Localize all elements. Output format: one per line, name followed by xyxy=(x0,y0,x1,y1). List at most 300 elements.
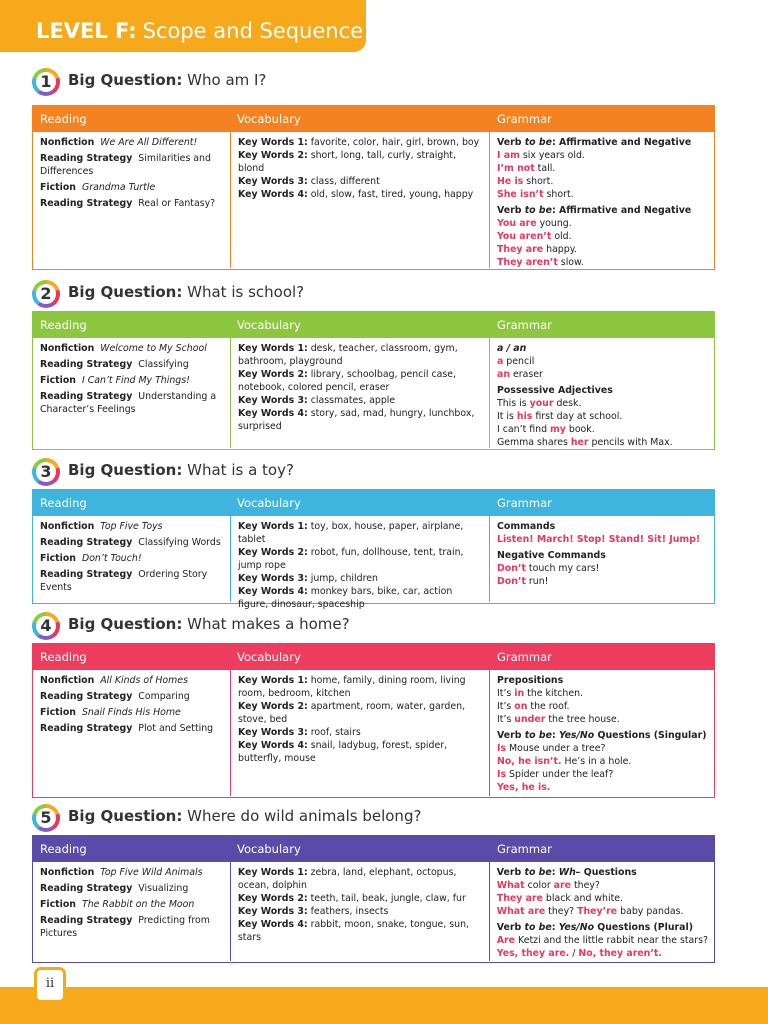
reading-item xyxy=(40,674,224,687)
unit-section xyxy=(32,612,715,793)
grammar-example xyxy=(497,755,708,768)
reading-item xyxy=(40,568,224,594)
grammar-text: old. xyxy=(551,231,572,242)
reading-item-label: Fiction xyxy=(40,899,76,910)
vocab-item xyxy=(238,866,483,892)
grammar-text: black and white. xyxy=(542,893,624,904)
vocab-item-text: feathers, insects xyxy=(310,906,389,917)
scope-table xyxy=(32,835,715,963)
vocab-item xyxy=(238,394,483,407)
reading-column xyxy=(33,862,230,961)
reading-item-text: Comparing xyxy=(138,691,190,702)
reading-item xyxy=(40,358,224,371)
grammar-text: slow. xyxy=(557,257,584,268)
unit-number: 4 xyxy=(36,616,56,636)
reading-item-label: Reading Strategy xyxy=(40,198,133,209)
grammar-text: six years old. xyxy=(519,150,585,161)
grammar-text: on xyxy=(514,701,528,712)
reading-item-text: Snail Finds His Home xyxy=(81,707,181,718)
big-question-label: Big Question: xyxy=(68,71,183,89)
reading-item-text: I Can’t Find My Things! xyxy=(81,375,190,386)
grammar-text: What are xyxy=(496,906,546,917)
vocab-item xyxy=(238,918,483,944)
grammar-header: Grammar xyxy=(497,496,552,510)
grammar-text: Don’t xyxy=(497,576,526,587)
grammar-text: desk. xyxy=(553,398,582,409)
reading-item-label: Reading Strategy xyxy=(40,569,133,580)
vocab-item xyxy=(238,700,483,726)
table-header xyxy=(33,644,714,670)
grammar-example xyxy=(497,175,708,188)
reading-item xyxy=(40,690,224,703)
reading-item xyxy=(40,197,224,210)
reading-item-text: Classifying xyxy=(138,359,189,370)
grammar-header: Grammar xyxy=(497,650,552,664)
grammar-text: first day at school. xyxy=(532,411,623,422)
vocab-item-label: Key Words 4: xyxy=(238,189,308,200)
grammar-text: You are xyxy=(497,218,537,229)
grammar-text: I’m not xyxy=(497,163,535,174)
reading-item-text: Similarities and Differences xyxy=(40,153,211,177)
grammar-text: Yes, he is. xyxy=(497,782,551,793)
big-question-row xyxy=(32,68,715,98)
grammar-example xyxy=(497,768,708,781)
vocab-item-text: roof, stairs xyxy=(310,727,361,738)
grammar-text: Commands xyxy=(497,521,556,532)
reading-column xyxy=(33,132,230,268)
vocab-item xyxy=(238,739,483,765)
grammar-text: to be xyxy=(524,205,552,216)
vocabulary-header: Vocabulary xyxy=(237,842,301,856)
grammar-text: : xyxy=(551,730,559,741)
grammar-header: Grammar xyxy=(497,112,552,126)
table-body xyxy=(33,132,714,268)
vocab-item-label: Key Words 4: xyxy=(238,740,308,751)
vocab-item-text: monkey bars, bike, car, action figure, dinosaur, spaceship xyxy=(238,586,453,610)
vocabulary-header: Vocabulary xyxy=(237,318,301,332)
grammar-text: eraser xyxy=(510,369,543,380)
reading-item-text: Ordering Story Events xyxy=(40,569,208,593)
grammar-text: Verb xyxy=(496,922,525,933)
grammar-text: her xyxy=(570,437,589,448)
unit-number: 2 xyxy=(36,284,56,304)
grammar-example xyxy=(497,188,708,201)
vocab-item-text: rabbit, moon, snake, tongue, sun, stars xyxy=(237,919,469,943)
grammar-example xyxy=(497,162,708,175)
vocab-item-label: Key Words 3: xyxy=(238,727,308,738)
grammar-example xyxy=(497,713,708,726)
vocab-item-label: Key Words 2: xyxy=(237,893,308,904)
big-question-row xyxy=(32,804,715,834)
grammar-header: Grammar xyxy=(497,318,552,332)
reading-column xyxy=(33,670,230,796)
reading-header: Reading xyxy=(40,112,87,126)
grammar-example xyxy=(497,355,708,368)
reading-item-text: The Rabbit on the Moon xyxy=(81,899,195,910)
unit-number-badge xyxy=(32,804,60,832)
table-header xyxy=(33,312,714,338)
grammar-text: to be xyxy=(524,730,552,741)
grammar-text: He’s in a hole. xyxy=(561,756,632,767)
reading-item-label: Reading Strategy xyxy=(40,391,133,402)
grammar-text: : xyxy=(551,922,559,933)
grammar-text: Verb xyxy=(496,867,525,878)
grammar-text: Yes, they are. xyxy=(496,948,570,959)
grammar-text: Ketzi and the little rabbit near the stars? xyxy=(515,935,708,946)
reading-item-label: Reading Strategy xyxy=(40,691,133,702)
reading-item xyxy=(40,136,224,149)
vocab-item-text: favorite, color, hair, girl, brown, boy xyxy=(310,137,480,148)
unit-number: 5 xyxy=(36,808,56,828)
big-question-row xyxy=(32,458,715,488)
vocab-item-text: classmates, apple xyxy=(310,395,396,406)
grammar-text: Negative Commands xyxy=(497,550,606,561)
grammar-heading xyxy=(497,136,708,149)
reading-item-text: Welcome to My School xyxy=(100,343,207,354)
grammar-text: they? xyxy=(545,906,578,917)
grammar-example xyxy=(497,423,708,436)
grammar-text: color xyxy=(524,880,554,891)
big-question xyxy=(68,615,350,633)
grammar-text: Prepositions xyxy=(497,675,564,686)
reading-item-label: Nonfiction xyxy=(40,343,95,354)
table-header xyxy=(33,106,714,132)
unit-number-badge xyxy=(32,280,60,308)
reading-item-label: Reading Strategy xyxy=(40,359,133,370)
vocab-item xyxy=(238,585,483,611)
reading-item xyxy=(40,706,224,719)
grammar-column xyxy=(490,132,714,268)
table-header xyxy=(33,836,714,862)
grammar-text: Mouse under a tree? xyxy=(506,743,606,754)
grammar-example xyxy=(497,149,708,162)
vocabulary-column xyxy=(230,338,490,448)
reading-item-text: Don’t Touch! xyxy=(81,553,142,564)
grammar-heading xyxy=(497,729,708,742)
vocab-item xyxy=(238,674,483,700)
grammar-example xyxy=(497,905,708,918)
reading-item xyxy=(40,536,224,549)
big-question-text: What is a toy? xyxy=(187,461,294,479)
unit-section xyxy=(32,458,715,610)
scope-table xyxy=(32,643,715,798)
reading-item-text: Classifying Words xyxy=(138,537,221,548)
big-question-text: Where do wild animals belong? xyxy=(187,807,422,825)
grammar-text: to be xyxy=(524,922,552,933)
reading-item-label: Reading Strategy xyxy=(40,537,133,548)
grammar-text: book. xyxy=(565,424,595,435)
grammar-example xyxy=(497,700,708,713)
vocab-item xyxy=(238,188,483,201)
vocab-item-label: Key Words 4: xyxy=(238,586,308,597)
big-question xyxy=(68,283,304,301)
vocab-item-label: Key Words 1: xyxy=(238,675,308,686)
grammar-example xyxy=(497,410,708,423)
table-header xyxy=(33,490,714,516)
vocabulary-header: Vocabulary xyxy=(237,112,301,126)
unit-number-badge xyxy=(32,458,60,486)
grammar-text: Yes/No xyxy=(558,730,595,741)
unit-number-badge xyxy=(32,68,60,96)
grammar-text: short. xyxy=(523,176,554,187)
vocab-item xyxy=(238,726,483,739)
vocab-item-text: teeth, tail, beak, jungle, claw, fur xyxy=(310,893,466,904)
vocabulary-column xyxy=(230,862,490,961)
reading-column xyxy=(33,516,230,602)
grammar-example xyxy=(497,230,708,243)
grammar-text: Yes/No xyxy=(558,922,595,933)
reading-item-text: Top Five Wild Animals xyxy=(100,867,203,878)
vocab-item-text: apartment, room, water, garden, stove, bed xyxy=(238,701,466,725)
vocab-item xyxy=(238,368,483,394)
vocab-item-label: Key Words 1: xyxy=(238,343,308,354)
title-text: Scope and Sequence xyxy=(142,19,364,43)
grammar-text: I am xyxy=(497,150,520,161)
grammar-example xyxy=(497,533,708,546)
big-question-text: What is school? xyxy=(187,283,305,301)
vocab-item-text: story, sad, mad, hungry, lunchbox, surprised xyxy=(238,408,475,432)
grammar-column xyxy=(490,516,714,602)
grammar-text: It’s xyxy=(497,688,515,699)
grammar-text: : Affirmative and Negative xyxy=(551,205,692,216)
grammar-text: Verb xyxy=(497,205,525,216)
big-question-label: Big Question: xyxy=(68,615,183,633)
grammar-text: Don’t xyxy=(497,563,526,574)
grammar-text: They aren’t xyxy=(497,257,558,268)
vocab-item-label: Key Words 1: xyxy=(238,137,308,148)
grammar-text: She isn’t xyxy=(497,189,544,200)
reading-item-label: Reading Strategy xyxy=(40,915,133,926)
vocab-item xyxy=(238,175,483,188)
grammar-text: your xyxy=(529,398,554,409)
unit-section xyxy=(32,804,715,959)
vocab-item-label: Key Words 2: xyxy=(238,701,308,712)
grammar-example xyxy=(497,879,708,892)
scope-table xyxy=(32,489,715,610)
vocab-item-text: jump, children xyxy=(310,573,378,584)
reading-item-label: Reading Strategy xyxy=(40,883,133,894)
reading-item-text: Real or Fantasy? xyxy=(138,198,216,209)
scope-table xyxy=(32,105,715,270)
vocab-item xyxy=(238,342,483,368)
grammar-example xyxy=(497,687,708,700)
grammar-text: Verb xyxy=(497,730,525,741)
reading-column xyxy=(33,338,230,448)
vocab-item-label: Key Words 2: xyxy=(238,369,308,380)
reading-item-label: Fiction xyxy=(40,707,76,718)
reading-item xyxy=(40,342,224,355)
reading-item xyxy=(40,520,224,533)
unit-number: 3 xyxy=(36,462,56,482)
reading-item-label: Nonfiction xyxy=(40,521,95,532)
unit-section xyxy=(32,280,715,448)
grammar-example xyxy=(497,947,708,960)
level-label: LEVEL F: xyxy=(36,19,137,43)
grammar-text: : xyxy=(551,867,559,878)
grammar-text: This is xyxy=(497,398,530,409)
vocab-item xyxy=(238,136,483,149)
grammar-text: Possessive Adjectives xyxy=(497,385,613,396)
vocab-item-text: class, different xyxy=(310,176,380,187)
vocab-item xyxy=(238,407,483,433)
grammar-text: What xyxy=(496,880,525,891)
big-question xyxy=(68,807,421,825)
grammar-text: his xyxy=(516,411,533,422)
vocab-item-label: Key Words 4: xyxy=(238,408,308,419)
grammar-heading xyxy=(497,204,708,217)
reading-item-text: Top Five Toys xyxy=(100,521,163,532)
grammar-text: Questions (Plural) xyxy=(594,922,694,933)
big-question xyxy=(68,71,266,89)
vocab-item-text: library, schoolbag, pencil case, notebook, colored pencil, eraser xyxy=(238,369,457,393)
grammar-example xyxy=(497,217,708,230)
grammar-text: run! xyxy=(525,576,549,587)
grammar-text: Questions xyxy=(580,867,637,878)
reading-item xyxy=(40,898,224,911)
reading-item-label: Nonfiction xyxy=(40,675,95,686)
grammar-text: under xyxy=(514,714,546,725)
grammar-example xyxy=(497,934,708,947)
unit-number-badge xyxy=(32,612,60,640)
grammar-heading xyxy=(497,866,708,879)
grammar-text: to be xyxy=(524,137,552,148)
grammar-text: Is xyxy=(497,743,507,754)
reading-header: Reading xyxy=(40,318,87,332)
vocab-item-text: zebra, land, elephant, octopus, ocean, dolphin xyxy=(237,867,457,891)
grammar-text: He is xyxy=(497,176,524,187)
vocab-item xyxy=(238,546,483,572)
grammar-heading xyxy=(497,549,708,562)
reading-item-text: Understanding a Character’s Feelings xyxy=(40,391,217,415)
vocabulary-header: Vocabulary xyxy=(237,496,301,510)
grammar-text: the kitchen. xyxy=(524,688,584,699)
reading-item xyxy=(40,914,224,940)
reading-item-text: All Kinds of Homes xyxy=(100,675,188,686)
vocab-item-text: robot, fun, dollhouse, tent, train, jump rope xyxy=(238,547,464,571)
grammar-text: I can’t find xyxy=(497,424,550,435)
reading-item xyxy=(40,866,224,879)
reading-item-text: We Are All Different! xyxy=(100,137,198,148)
reading-item-label: Fiction xyxy=(40,375,76,386)
grammar-example xyxy=(497,575,708,588)
grammar-column xyxy=(490,670,714,796)
reading-item-label: Nonfiction xyxy=(40,867,95,878)
big-question-row xyxy=(32,280,715,310)
grammar-text: touch my cars! xyxy=(525,563,600,574)
grammar-text: They are xyxy=(496,893,543,904)
reading-item xyxy=(40,181,224,194)
vocab-item-label: Key Words 1: xyxy=(238,521,308,532)
grammar-text: It’s xyxy=(497,701,515,712)
grammar-text: : Affirmative and Negative xyxy=(551,137,692,148)
vocab-item-text: snail, ladybug, forest, spider, butterfly, mouse xyxy=(238,740,448,764)
grammar-example xyxy=(497,397,708,410)
vocab-item-label: Key Words 3: xyxy=(238,395,308,406)
grammar-text: are xyxy=(553,880,571,891)
table-body xyxy=(33,670,714,796)
vocabulary-column xyxy=(230,670,490,796)
grammar-text: they? xyxy=(570,880,600,891)
grammar-heading xyxy=(497,342,708,355)
big-question-row xyxy=(32,612,715,642)
page-number: ii xyxy=(34,967,66,1003)
grammar-text: baby pandas. xyxy=(617,906,684,917)
grammar-text: an xyxy=(497,369,511,380)
grammar-text: young. xyxy=(536,218,572,229)
grammar-text: Is xyxy=(497,769,507,780)
grammar-text: You aren’t xyxy=(497,231,552,242)
vocab-item-text: home, family, dining room, living room, bedroom, kitchen xyxy=(238,675,466,699)
vocabulary-column xyxy=(230,132,490,268)
unit-number: 1 xyxy=(36,72,56,92)
vocab-item-text: short, long, tall, curly, straight, blond xyxy=(238,150,456,174)
grammar-text: short. xyxy=(543,189,574,200)
reading-item xyxy=(40,552,224,565)
reading-item-label: Fiction xyxy=(40,553,76,564)
grammar-text: a / an xyxy=(497,343,527,354)
grammar-example xyxy=(497,368,708,381)
grammar-text: pencil xyxy=(503,356,535,367)
reading-header: Reading xyxy=(40,842,87,856)
grammar-text: It’s xyxy=(497,714,515,725)
vocab-item xyxy=(238,905,483,918)
vocab-item-label: Key Words 3: xyxy=(237,906,308,917)
grammar-example xyxy=(497,742,708,755)
big-question-label: Big Question: xyxy=(68,461,183,479)
reading-item xyxy=(40,882,224,895)
vocab-item xyxy=(238,149,483,175)
grammar-text: in xyxy=(514,688,525,699)
reading-item-label: Reading Strategy xyxy=(40,723,133,734)
vocab-item-label: Key Words 2: xyxy=(238,547,308,558)
grammar-example xyxy=(497,243,708,256)
grammar-text: the roof. xyxy=(527,701,570,712)
grammar-text: Verb xyxy=(497,137,525,148)
grammar-header: Grammar xyxy=(497,842,552,856)
grammar-text: tall. xyxy=(534,163,556,174)
big-question-label: Big Question: xyxy=(68,807,183,825)
vocab-item xyxy=(238,520,483,546)
grammar-text: Questions (Singular) xyxy=(594,730,707,741)
reading-item xyxy=(40,390,224,416)
vocabulary-header: Vocabulary xyxy=(237,650,301,664)
grammar-text: / xyxy=(569,948,579,959)
reading-item-text: Plot and Setting xyxy=(138,723,214,734)
header-tab xyxy=(0,0,366,52)
grammar-heading xyxy=(497,674,708,687)
grammar-text: Gemma shares xyxy=(497,437,571,448)
grammar-example xyxy=(497,781,708,794)
grammar-example xyxy=(497,436,708,449)
vocab-item-label: Key Words 3: xyxy=(238,176,308,187)
vocab-item-text: old, slow, fast, tired, young, happy xyxy=(310,189,474,200)
table-body xyxy=(33,862,714,961)
page-title xyxy=(36,19,363,43)
grammar-text: Are xyxy=(496,935,516,946)
reading-header: Reading xyxy=(40,650,87,664)
grammar-text: No, they aren’t. xyxy=(578,948,662,959)
reading-header: Reading xyxy=(40,496,87,510)
grammar-example xyxy=(497,256,708,269)
reading-item-text: Predicting from Pictures xyxy=(40,915,210,939)
grammar-heading xyxy=(497,520,708,533)
grammar-text: No, he isn’t. xyxy=(497,756,562,767)
vocab-item-label: Key Words 4: xyxy=(237,919,308,930)
scope-table xyxy=(32,311,715,450)
vocab-item xyxy=(238,572,483,585)
reading-item-text: Visualizing xyxy=(138,883,189,894)
vocab-item-label: Key Words 3: xyxy=(238,573,308,584)
